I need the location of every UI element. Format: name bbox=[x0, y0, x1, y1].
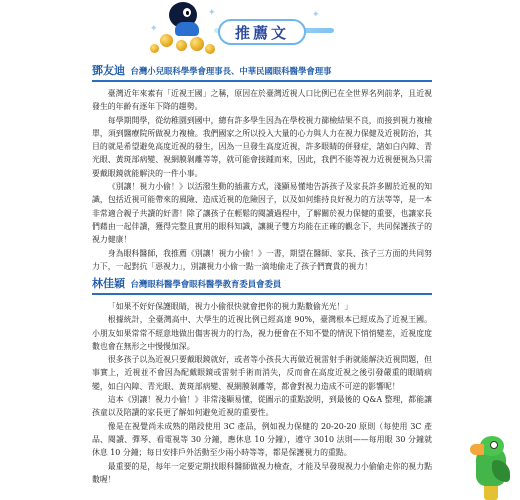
body-paragraph: 這本《別讓！視力小偷！》非常淺顯易懂，從圖示的重點說明，到最後的 Q&A 整理，都能讓孩童以及陪讀的家長更了解如何避免近視的重要性。 bbox=[92, 395, 432, 418]
author-line bbox=[92, 277, 432, 291]
coin-icon bbox=[160, 34, 173, 47]
body-paragraph: 每學期開學，從幼稚園到國中，總有許多學生因為在學校視力篩檢結果不良，而接到視力複檢單，須到醫療院所做視力複檢。我們國家之所以投入大量的心力與人力在視力保健及近視防治，其目的就是希望避免高度近視的發生，因為一旦發生高度近視，許多眼睛的併發症，諸如白內障、青光眼、黃斑部病變、視網膜剝離等等，就可能會接踵而來，因此，我們不能等視力近視便視為只需要戴眼鏡就能解決的一件小事。 bbox=[92, 115, 432, 178]
body-paragraph: 最重要的是，每年一定要定期找眼科醫師做視力檢查，才能及早發現視力小偷偷走你的視力點數喔！ bbox=[92, 461, 432, 484]
author-name: 鄧友迪 bbox=[92, 64, 125, 77]
author-title: 台灣小兒眼科學學會理事長、中華民國眼科醫學會理事 bbox=[130, 66, 332, 76]
body-paragraph: 「如果不好好保護眼睛，視力小偷很快就會把你的視力點數偷光光！」 bbox=[107, 302, 353, 311]
parrot-eye bbox=[490, 441, 498, 449]
recommendation-section-2 bbox=[92, 277, 432, 486]
body-paragraph: 《別讓！視力小偷！》以活潑生動的插畫方式，淺顯易懂地告訴孩子及家長許多關於近視的知識，包括近視可能帶來的風險、造成近視的危險因子，以及如何維持良好視力的方法等等，是一本非常適合親子共讀的好書！除了讓孩子在輕鬆的閱讀過程中，了解關於視力保健的重要，也讓家長們藉由一起伴讀，獲得完整且實用的眼科知識，讓親子雙方均能在正確的觀念下，共同保護孩子的視力健康！ bbox=[92, 182, 432, 245]
section-divider bbox=[92, 80, 432, 82]
body-paragraph: 像是在視覺尚未成熟的階段使用 3C 產品，例如視力保健的 20-20-20 原則（每使用 3C 產品、閱讀、彈琴、看電視等 30 分鐘，應休息 10 分鐘），遵守 3010 法則——每用眼 30 分鐘就休息 10 分鐘；每日安排戶外活動至少兩小時等等，都是保護視力的重點。 bbox=[92, 421, 432, 458]
mascot-body bbox=[175, 22, 199, 36]
author-title: 台灣眼科醫學會眼科醫學教育委員會委員 bbox=[130, 279, 282, 289]
title-pill bbox=[218, 19, 306, 45]
mascot-illustration bbox=[165, 2, 205, 36]
coin-icon bbox=[150, 44, 159, 53]
sparkle-icon: ✦ bbox=[312, 10, 320, 20]
sparkle-icon: ✦ bbox=[150, 24, 158, 34]
body-paragraph: 臺灣近年來素有「近視王國」之稱，原因在於臺灣近視人口比例已在全世界名列前茅，且近視發生的年齡有逐年下降的趨勢。 bbox=[92, 89, 432, 112]
sparkle-icon: ✦ bbox=[208, 8, 216, 18]
coin-icon bbox=[205, 44, 215, 54]
mascot-eye bbox=[183, 8, 191, 17]
page-title: 推薦文 bbox=[234, 23, 289, 42]
section-divider bbox=[92, 293, 432, 295]
body-paragraph: 身為眼科醫師，我推薦《別讓！視力小偷！》一書，期望在醫師、家長、孩子三方面的共同努力下，一起對抗「惡視力」，別讓視力小偷一點一滴地偷走了孩子們寶貴的視力！ bbox=[92, 248, 432, 271]
body-paragraph: 很多孩子以為近視只要戴眼鏡就好，或者等小孩長大再做近視雷射手術就能解決近視問題，但事實上，近視並不會因為配戴眼鏡或雷射手術而消失，反而會在高度近視之後引發嚴重的眼睛病變，如白內障、青光眼、黃斑部病變、視網膜剝離等，都會對視力造成不可逆的影響呢！ bbox=[92, 355, 432, 391]
coin-icon bbox=[176, 40, 187, 51]
author-line bbox=[92, 64, 432, 78]
parrot-beak bbox=[470, 444, 484, 455]
body-paragraph: 根據統計，全臺灣高中、大學生的近視比例已經高達 90%，臺灣根本已經成為了近視王國。小朋友如果常常不經意地做出傷害視力的行為，視力便會在不知不覺的情況下悄悄變差，近視度度數也會在無形之中慢慢加深。 bbox=[92, 315, 432, 351]
recommendation-section-1 bbox=[92, 64, 432, 273]
parrot-illustration bbox=[464, 430, 520, 500]
header-banner bbox=[0, 0, 520, 62]
coin-icon bbox=[190, 37, 204, 51]
author-name: 林佳穎 bbox=[92, 277, 125, 290]
